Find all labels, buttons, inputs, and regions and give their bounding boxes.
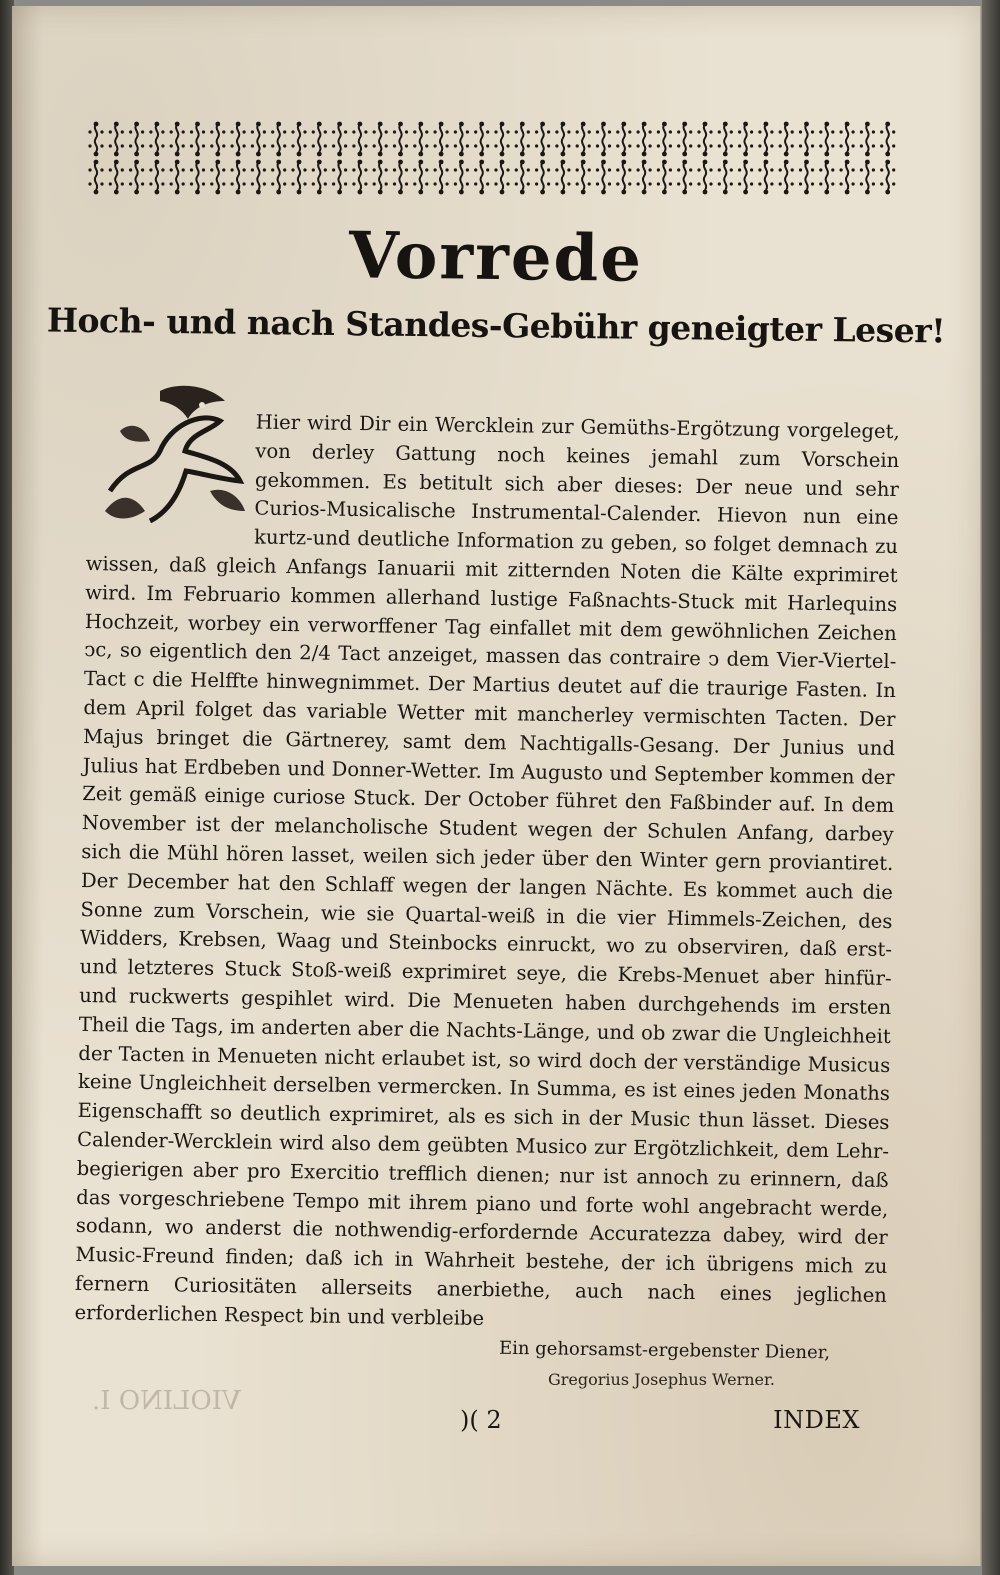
- ornament-glyph: [637, 160, 652, 195]
- ornament-glyph: [109, 160, 124, 195]
- ornament-glyph: [88, 160, 103, 195]
- ornament-glyph: [291, 122, 306, 157]
- ornament-glyph: [170, 160, 185, 195]
- ornament-glyph: [657, 122, 672, 157]
- ornament-glyph: [555, 160, 570, 195]
- ornament-glyph: [149, 122, 164, 157]
- ornament-glyph: [697, 122, 712, 157]
- book-cover-edge: [982, 0, 1000, 1575]
- ornament-glyph: [799, 160, 814, 195]
- ornament-glyph: [697, 160, 712, 195]
- ornament-glyph: [738, 160, 753, 195]
- ornament-glyph: [454, 160, 469, 195]
- ornament-glyph: [515, 160, 530, 195]
- ornament-glyph: [535, 160, 550, 195]
- ornament-glyph: [657, 160, 672, 195]
- ornament-glyph: [332, 160, 347, 195]
- ornament-glyph: [880, 160, 895, 195]
- ornament-glyph: [271, 160, 286, 195]
- ornament-glyph: [637, 122, 652, 157]
- ornament-glyph: [129, 122, 144, 157]
- ornament-glyph: [515, 122, 530, 157]
- catchword: INDEX: [773, 1406, 860, 1434]
- book-page: [12, 6, 981, 1566]
- ornament-glyph: [474, 122, 489, 157]
- ornament-glyph: [474, 160, 489, 195]
- ornament-glyph: [231, 122, 246, 157]
- ornament-glyph: [210, 122, 225, 157]
- ornament-glyph: [555, 122, 570, 157]
- ornament-glyph: [819, 160, 834, 195]
- ornament-glyph: [535, 122, 550, 157]
- ornament-glyph: [129, 160, 144, 195]
- page-subtitle: Hoch- und nach Standes-Gebühr geneigter Leser!: [46, 300, 946, 351]
- ornament-glyph: [332, 122, 347, 157]
- ornament-glyph: [190, 122, 205, 157]
- ornament-glyph: [576, 160, 591, 195]
- ornament-glyph: [190, 160, 205, 195]
- ornament-glyph: [373, 160, 388, 195]
- ornament-glyph: [312, 160, 327, 195]
- ornament-glyph: [494, 160, 509, 195]
- ornament-glyph: [231, 160, 246, 195]
- ornament-glyph: [779, 160, 794, 195]
- author-name: Gregorius Josephus Werner.: [547, 1370, 775, 1389]
- ornament-glyph: [434, 160, 449, 195]
- ornament-glyph: [413, 122, 428, 157]
- ornament-glyph: [434, 122, 449, 157]
- ornament-glyph: [718, 160, 733, 195]
- ornament-glyph: [616, 160, 631, 195]
- preface-body: Hier wird Dir ein Wercklein zur Gemüths-Ergötzung vorgeleget, von derley Gattung noch keines jemahl zum Vorschein gekommen. Es betitult sich aber dieses: Der neue und sehr Curios-Musicalische Instrumental-Calender. Hievon nun eine kurtz-und deutliche Information zu geben, so folget demnach zu wissen, daß gleich Anfangs Ianuarii mit zitternden Noten die Kälte exprimiret wird. Im Februario kommen allerhand lustige Faßnachts-Stuck mit Harlequins Hochzeit, worbey ein verworffener Tag einfallet mit dem gewöhnlichen Zeichen ↄc, so eigentlich den 2/4 Tact anzeiget, massen das contraire ↄ dem Vier-Viertel-Tact c die Helffte hinwegnimmet. Der Martius deutet auf die traurige Fasten. In dem April folget das variable Wetter mit mancherley vermischten Tacten. Der Majus bringet die Gärtnerey, samt dem Nachtigalls-Gesang. Der Junius und Julius hat Erdbeben und Donner-Wetter. Im Augusto und September kommen der Zeit gemäß einige curiose Stuck. Der October führet den Faßbinder auf. In dem November ist der melancholische Student wegen der Schulen Anfang, darbey sich die Mühl hören lasset, weilen sich jeder über den Winter gern proviantiret. Der December hat den Schlaff wegen der langen Nächte. Es kommet auch die Sonne zum Vorschein, wie sie Quartal-weiß in die vier Himmels-Zeichen, des Widders, Krebsen, Waag und Steinbocks einruckt, wo zu observiren, daß erst- und letzteres Stuck Stoß-weiß exprimiret seye, die Krebs-Menuet aber hinfür- und ruckwerts gespihlet wird. Die Menueten haben durchgehends im ersten Theil die Tags, im anderten aber die Nachts-Länge, und ob zwar die Ungleichheit der Tacten in Menueten nicht erlaubet ist, so wird doch der verständige Musicus keine Ungleichheit derselben vermercken. In Summa, es ist eines jeden Monaths Eigenschafft so deutlich exprimiret, als es sich in der Music thun lässet. Dieses Calender-Wercklein wird also dem geübten Musico zur Ergötzlichkeit, dem Lehr-begierigen aber pro Exercitio trefflich dienen; nur ist annoch zu erinnern, daß das vorgeschriebene Tempo mit ihrem piano und forte wohl angebracht werde, sodann, wo anderst die nothwendig-erfordernde Accuratezza dabey, wird der Music-Freund finden; daß ich in Wahrheit bestehe, der ich übrigens mich zu fernern Curiositäten allerseits anerbiethe, auch nach eines jeglichen erforderlichen Respect bin und verbleibe: [74, 410, 900, 1330]
- ornament-glyph: [677, 122, 692, 157]
- ornament-glyph: [840, 160, 855, 195]
- ornament-glyph: [860, 122, 875, 157]
- ornament-glyph: [413, 160, 428, 195]
- ornament-glyph: [576, 122, 591, 157]
- ornament-glyph: [840, 122, 855, 157]
- ornament-glyph: [393, 160, 408, 195]
- ornament-band: [84, 116, 904, 196]
- ornament-glyph: [352, 160, 367, 195]
- ornament-glyph: [758, 122, 773, 157]
- initial-spacer: [86, 406, 256, 524]
- page-title: Vorrede: [348, 218, 644, 297]
- ornament-glyph: [779, 122, 794, 157]
- show-through-text: VIOLINO I.: [92, 1386, 241, 1416]
- signature-mark: )( 2: [460, 1406, 502, 1434]
- ornament-glyph: [718, 122, 733, 157]
- ornament-glyph: [738, 122, 753, 157]
- ornament-glyph: [312, 122, 327, 157]
- closing-line: Ein gehorsamst-ergebenster Diener,: [498, 1337, 831, 1364]
- ornament-glyph: [677, 160, 692, 195]
- ornament-glyph: [109, 122, 124, 157]
- ornament-glyph: [860, 160, 875, 195]
- ornament-glyph: [393, 122, 408, 157]
- ornament-glyph: [494, 122, 509, 157]
- ornament-glyph: [799, 122, 814, 157]
- ornament-glyph: [88, 122, 103, 157]
- ornament-glyph: [210, 160, 225, 195]
- ornament-glyph: [149, 160, 164, 195]
- ornament-glyph: [251, 122, 266, 157]
- ornament-glyph: [291, 160, 306, 195]
- preface-text: [74, 406, 900, 1339]
- ornament-glyph: [251, 160, 266, 195]
- ornament-glyph: [596, 122, 611, 157]
- ornament-glyph: [454, 122, 469, 157]
- ornament-glyph: [880, 122, 895, 157]
- ornament-glyph: [170, 122, 185, 157]
- ornament-glyph: [758, 160, 773, 195]
- ornament-glyph: [616, 122, 631, 157]
- ornament-glyph: [271, 122, 286, 157]
- ornament-glyph: [596, 160, 611, 195]
- ornament-glyph: [352, 122, 367, 157]
- ornament-glyph: [373, 122, 388, 157]
- ornament-glyph: [819, 122, 834, 157]
